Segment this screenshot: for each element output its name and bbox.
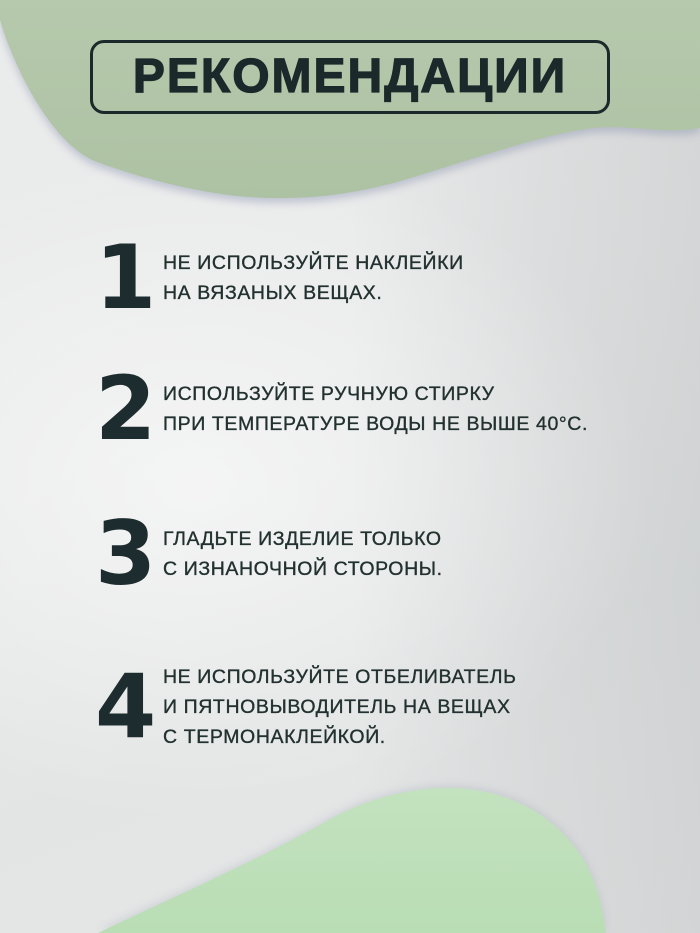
item-number: 2: [95, 357, 157, 460]
item-text-line: С ТЕРМОНАКЛЕЙКОЙ.: [163, 726, 386, 748]
item-text-line: С ИЗНАНОЧНОЙ СТОРОНЫ.: [163, 558, 443, 580]
recommendation-item-2: [95, 357, 588, 460]
item-text-line: НЕ ИСПОЛЬЗУЙТЕ НАКЛЕЙКИ: [163, 252, 464, 274]
item-number: 3: [95, 502, 157, 605]
item-text-line: НА ВЯЗАНЫХ ВЕЩАХ.: [163, 282, 383, 304]
item-text-line: ГЛАДЬТЕ ИЗДЕЛИЕ ТОЛЬКО: [163, 528, 442, 550]
item-text-line: НЕ ИСПОЛЬЗУЙТЕ ОТБЕЛИВАТЕЛЬ: [163, 666, 517, 688]
item-text-line: ПРИ ТЕМПЕРАТУРЕ ВОДЫ НЕ ВЫШЕ 40°С.: [163, 413, 588, 435]
item-text: [163, 662, 517, 752]
item-number: 1: [95, 226, 157, 329]
item-text: [163, 248, 464, 308]
page-title: РЕКОМЕНДАЦИИ: [132, 49, 568, 103]
item-number: 4: [95, 655, 157, 758]
recommendation-item-1: [95, 226, 464, 329]
item-text: [163, 379, 588, 439]
item-text-line: ИСПОЛЬЗУЙТЕ РУЧНУЮ СТИРКУ: [163, 383, 495, 405]
title-box: [90, 40, 610, 114]
item-text: [163, 524, 443, 584]
item-text-line: И ПЯТНОВЫВОДИТЕЛЬ НА ВЕЩАХ: [163, 696, 511, 718]
recommendation-item-3: [95, 502, 443, 605]
bottom-green-blob: [98, 788, 606, 933]
recommendation-item-4: [95, 655, 517, 758]
